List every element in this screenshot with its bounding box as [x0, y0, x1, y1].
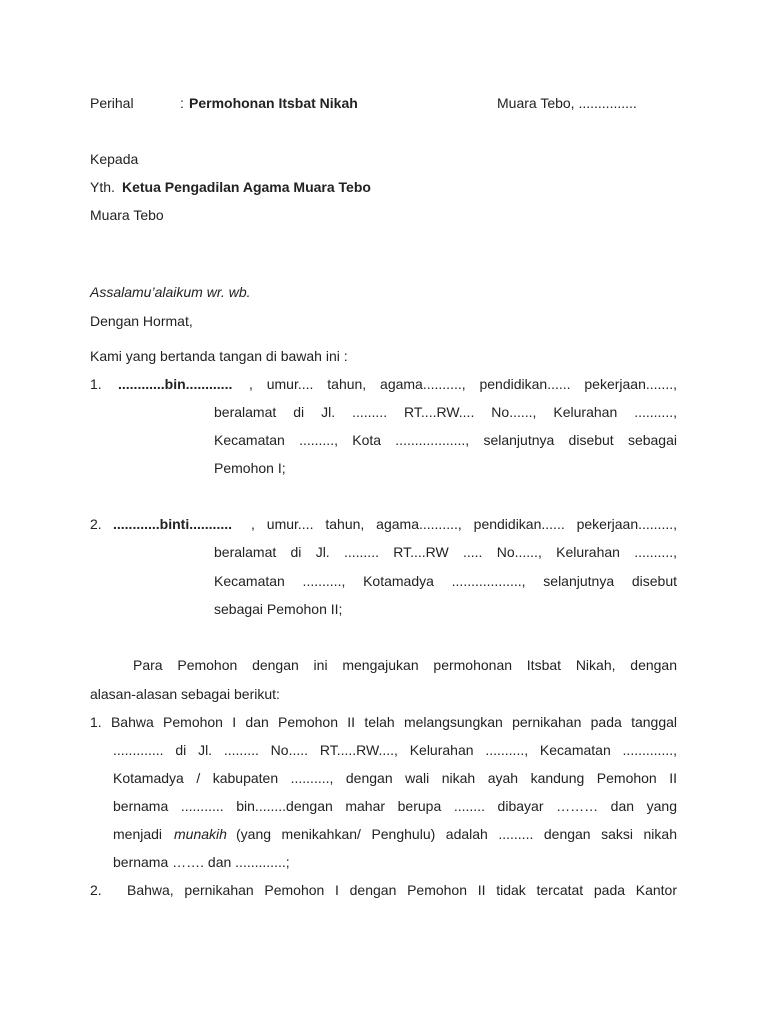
pemohon2-line3: Kecamatan .........., Kotamadya .................., selanjutnya disebut [214, 573, 677, 589]
pemohon1-name: ............bin............ [118, 376, 233, 392]
point1-line6: bernama ……. dan .............; [113, 854, 290, 870]
point1-line1: 1. Bahwa Pemohon I dan Pemohon II telah melangsungkan pernikahan pada tanggal [90, 714, 677, 730]
point2-number: 2. [90, 882, 102, 898]
pemohon2-name: ............binti........... [113, 516, 233, 532]
hormat-greeting: Dengan Hormat, [90, 313, 193, 329]
perihal-colon: : [180, 95, 184, 111]
pemohon1-line1: , umur.... tahun, agama.........., pendidikan...... pekerjaan......., [249, 376, 677, 392]
recipient-city: Muara Tebo [90, 207, 164, 223]
alasan-line2: alasan-alasan sebagai berikut: [90, 686, 280, 702]
pemohon1-number: 1. [90, 376, 102, 392]
point2-line1: Bahwa, pernikahan Pemohon I dengan Pemohon II tidak tercatat pada Kantor [127, 882, 677, 898]
point1-line5-post: (yang menikahkan/ Penghulu) adalah ......... dengan saksi nikah [236, 826, 677, 842]
yth-label: Yth. [90, 179, 115, 195]
point1-line3: Kotamadya / kabupaten .........., dengan wali nikah ayah kandung Pemohon II [113, 770, 677, 786]
pemohon2-line4: sebagai Pemohon II; [214, 601, 343, 617]
place-date: Muara Tebo, ............... [497, 95, 637, 111]
point1-line5-pre: menjadi [113, 826, 163, 842]
kepada-label: Kepada [90, 151, 139, 167]
pemohon2-line2: beralamat di Jl. ......... RT....RW ..... No......, Kelurahan .........., [214, 544, 677, 560]
pemohon1-line4: Pemohon I; [214, 460, 286, 476]
salam-greeting: Assalamu’alaikum wr. wb. [90, 284, 251, 300]
point1-line5-italic: munakih [174, 826, 227, 842]
point1-line4: bernama ........... bin........dengan mahar berupa ........ dibayar ……… dan yang [113, 798, 677, 814]
perihal-value: Permohonan Itsbat Nikah [189, 95, 358, 111]
alasan-line1: Para Pemohon dengan ini mengajukan permohonan Itsbat Nikah, dengan [133, 657, 677, 673]
perihal-label: Perihal [90, 95, 134, 111]
point1-line2: ............. di Jl. ......... No..... RT.....RW...., Kelurahan .........., Kecamatan ............., [113, 742, 677, 758]
intro-text: Kami yang bertanda tangan di bawah ini : [90, 348, 348, 364]
pemohon2-number: 2. [90, 516, 102, 532]
pemohon2-line1: , umur.... tahun, agama.........., pendidikan...... pekerjaan........., [251, 516, 677, 532]
recipient-name: Ketua Pengadilan Agama Muara Tebo [122, 179, 371, 195]
pemohon1-line2: beralamat di Jl. ......... RT....RW.... No......, Kelurahan .........., [214, 404, 677, 420]
pemohon1-line3: Kecamatan ........., Kota .................., selanjutnya disebut sebagai [214, 432, 677, 448]
